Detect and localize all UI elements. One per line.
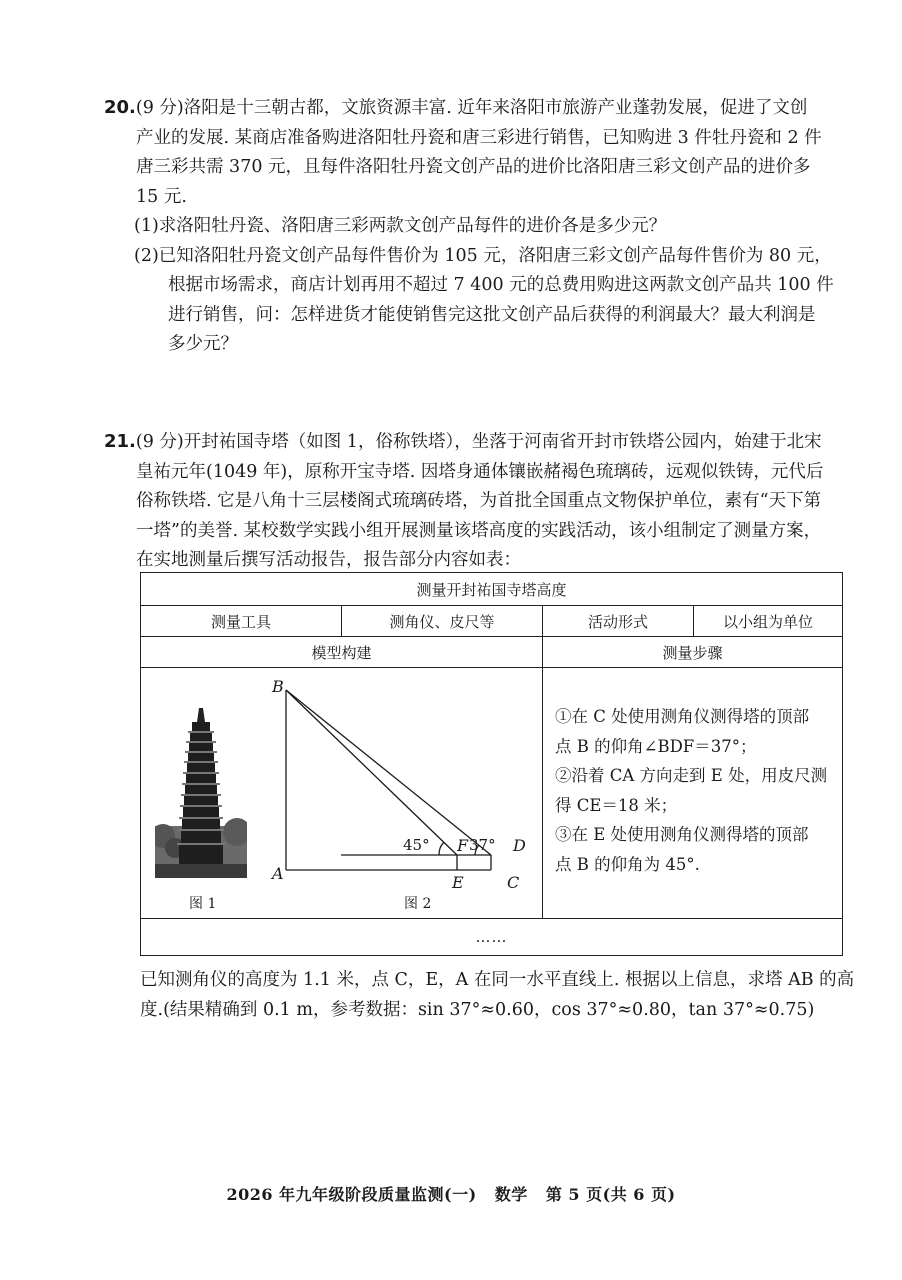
q21-after-line-2: 度.(结果精确到 0.1 m，参考数据：sin 37°≈0.60，cos 37°≈0.80，tan 37°≈0.75)	[140, 999, 815, 1020]
diagram-area	[141, 668, 541, 918]
footer-exam: 2026 年九年级阶段质量监测(一)	[226, 1185, 477, 1204]
sight-line-BF-45	[286, 690, 457, 855]
q20-line-1	[104, 93, 844, 124]
form-value: 以小组为单位	[694, 606, 843, 637]
q20-line-3: 唐三彩共需 370 元，且每件洛阳牡丹瓷文创产品的进价比洛阳唐三彩文创产品的进价多	[136, 157, 811, 177]
step-line-3: ②沿着 CA 方向走到 E 处，用皮尺测	[555, 766, 828, 785]
steps-list	[543, 668, 842, 879]
question-21	[104, 427, 844, 576]
q21-line-3: 俗称铁塔. 它是八角十三层楼阁式琉璃砖塔，为首批全国重点文物保护单位，素有“天下第	[136, 491, 822, 511]
question-20	[104, 93, 844, 360]
step-line-5: ③在 E 处使用测角仪测得塔的顶部	[555, 825, 809, 844]
steps-cell	[543, 668, 843, 919]
step-line-1: ①在 C 处使用测角仪测得塔的顶部	[555, 707, 810, 726]
q20-line-4: 15 元.	[136, 186, 187, 207]
tool-value: 测角仪、皮尺等	[342, 606, 543, 637]
q20-line-2: 产业的发展. 某商店准备购进洛阳牡丹瓷和唐三彩进行销售，已知购进 3 件牡丹瓷和 2 件	[136, 127, 822, 148]
q21-line-2: 皇祐元年(1049 年)，原称开宝寺塔. 因塔身通体镶嵌赭褐色琉璃砖，远观似铁铸，元代后	[136, 461, 824, 482]
table-title: 测量开封祐国寺塔高度	[141, 573, 843, 606]
label-E: E	[452, 873, 464, 892]
report-table	[140, 572, 843, 956]
tool-label: 测量工具	[141, 606, 342, 637]
q20-text-1: (9 分)洛阳是十三朝古都，文旅资源丰富. 近年来洛阳市旅游产业蓬勃发展，促进了文创	[135, 98, 808, 118]
step-line-2: 点 B 的仰角∠BDF＝37°；	[555, 736, 757, 756]
label-F: F	[457, 836, 469, 855]
q21-line-1	[104, 427, 844, 458]
form-label: 活动形式	[543, 606, 694, 637]
step-line-6: 点 B 的仰角为 45°.	[555, 854, 700, 874]
footer-subject: 数学	[494, 1185, 528, 1204]
sight-line-BD-37	[286, 690, 491, 855]
steps-header: 测量步骤	[543, 637, 843, 668]
model-diagram	[141, 668, 541, 918]
angle-label-37: 37°	[469, 836, 496, 854]
q21-after-line-1: 已知测角仪的高度为 1.1 米，点 C，E，A 在同一水平直线上. 根据以上信息，求塔 AB 的高	[140, 970, 855, 990]
step-line-4: 得 CE＝18 米；	[555, 795, 678, 815]
q21-number: 21.	[104, 431, 136, 452]
q20-sub2-line-1: (2)已知洛阳牡丹瓷文创产品每件售价为 105 元，洛阳唐三彩文创产品每件售价为 80 元，	[134, 245, 832, 266]
q21-text-1: (9 分)开封祐国寺塔（如图 1，俗称铁塔），坐落于河南省开封市铁塔公园内，始建于北宋	[135, 432, 822, 452]
page-footer	[0, 1182, 902, 1205]
fig2-caption: 图 2	[404, 896, 432, 912]
angle-label-45: 45°	[403, 836, 430, 854]
table-ellipsis: ……	[141, 919, 843, 956]
model-cell	[141, 668, 543, 919]
label-D: D	[513, 836, 526, 855]
q21-line-5: 在实地测量后撰写活动报告，报告部分内容如表：	[136, 550, 521, 570]
label-A: A	[272, 864, 284, 883]
footer-page: 第 5 页(共 6 页)	[545, 1185, 676, 1204]
label-C: C	[507, 873, 520, 892]
q20-sub2-line-3: 进行销售，问：怎样进货才能使销售完这批文创产品后获得的利润最大？最大利润是	[168, 304, 816, 325]
q20-sub2-line-2: 根据市场需求，商店计划再用不超过 7 400 元的总费用购进这两款文创产品共 100 件	[168, 275, 834, 295]
q20-sub1: (1)求洛阳牡丹瓷、洛阳唐三彩两款文创产品每件的进价各是多少元？	[134, 216, 667, 236]
q20-sub2-line-4: 多少元？	[168, 334, 238, 354]
fig1-caption: 图 1	[189, 896, 217, 912]
angle-arc-45	[439, 842, 444, 855]
q20-number: 20.	[104, 97, 136, 118]
model-header: 模型构建	[141, 637, 543, 668]
q21-after-text	[140, 966, 855, 1025]
q21-line-4: 一塔”的美誉. 某校数学实践小组开展测量该塔高度的实践活动，该小组制定了测量方案，	[136, 520, 822, 541]
label-B: B	[272, 677, 284, 696]
